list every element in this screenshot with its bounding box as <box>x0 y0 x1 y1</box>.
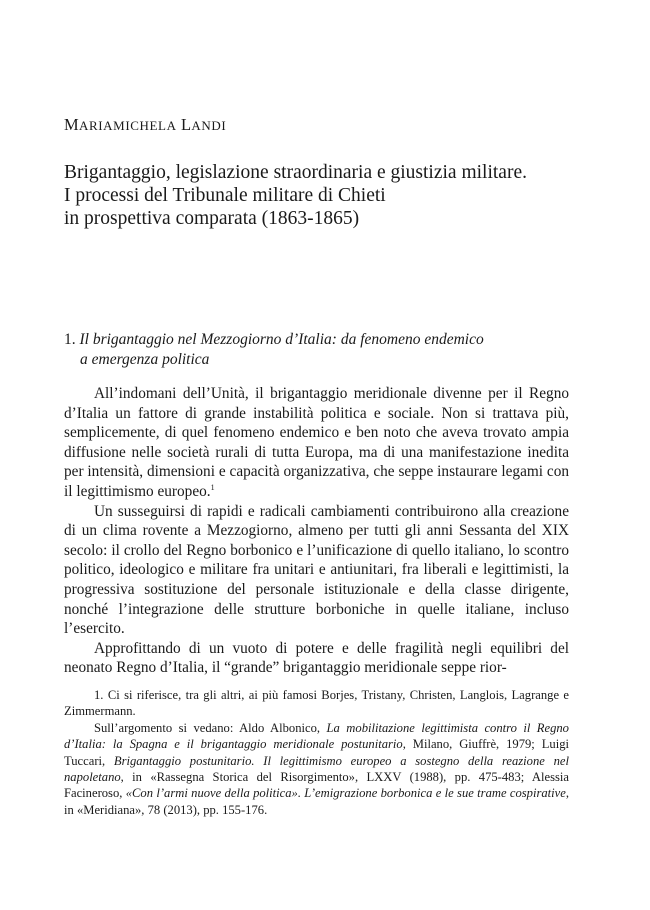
author-first-initial: M <box>64 115 79 134</box>
author-last-rest: ANDI <box>191 118 227 133</box>
footnote-text: , in «Meridiana», 78 (2013), pp. 155-176. <box>64 786 569 817</box>
chapter-title <box>64 161 624 230</box>
footnote-text: Sull’argomento si vedano: Aldo Albonico, <box>94 720 327 735</box>
section-number: 1. <box>64 331 80 348</box>
section-title-line2: a emergenza politica <box>80 350 210 368</box>
cited-title: Brigantaggio postunitario. Il legittimismo europeo a sostegno della reazione nel napoletano <box>64 753 569 785</box>
body-text <box>64 384 569 678</box>
cited-title: La mobilitazione legittimista contro il Regno d’Italia: la Spagna e il brigantaggio meridionale postunitario <box>64 720 569 752</box>
section-heading <box>64 330 584 369</box>
section-title-line1: Il brigantaggio nel Mezzogiorno d’Italia: da fenomeno endemico <box>79 331 484 348</box>
footnote-text: , Milano, Giuffrè, 1979; Luigi Tuccari, <box>64 737 569 768</box>
footnote: 1. Ci si riferisce, tra gli altri, ai più famosi Borjes, Tristany, Christen, Langlois, Lagrange e Zimmermann. <box>64 688 569 719</box>
footnote-text: , in «Rassegna Storica del Risorgimento», LXXV (1988), pp. 475-483; Alessia Facineroso, <box>64 770 569 801</box>
title-line: in prospettiva comparata (1863-1865) <box>64 208 360 229</box>
cited-title: «Con l’armi nuove della politica». L’emigrazione borbonica e le sue trame cospirative <box>125 786 566 801</box>
author-last-initial: L <box>181 115 192 134</box>
title-line: I processi del Tribunale militare di Chieti <box>64 185 386 206</box>
paragraph-text: All’indomani dell’Unità, il brigantaggio meridionale divenne per il Regno d’Italia un fattore di grande instabilità politica e sociale. Non si trattava più, semplicemente, di quel fenomeno endemico e ben noto che aveva trovato ampia diffusione nelle società rurali di tutta Europa, ma di una manifestazione inedita per intensità, dimensioni e capacità organizzativa, che seppe instaurare legami con il legittimismo europeo. <box>64 385 569 500</box>
footnotes <box>64 687 569 818</box>
paragraph: Un susseguirsi di rapidi e radicali cambiamenti contribuirono alla creazione di un clima rovente a Mezzogiorno, almeno per tutti gli anni Sessanta del XIX secolo: il crollo del Regno borbonico e l’unificazione di quello italiano, lo scontro politico, ideologico e militare fra unitari e antiunitari, fra liberali e legittimisti, la progressiva sostituzione del personale istituzionale e della classe dirigente, nonché l’integrazione delle strutture borboniche in quelle italiane, incluso l’esercito. <box>64 502 569 638</box>
title-line: Brigantaggio, legislazione straordinaria e giustizia militare. <box>64 162 527 183</box>
author-first-rest: ARIAMICHELA <box>78 118 177 133</box>
footnote-ref[interactable]: 1 <box>210 482 215 492</box>
paragraph <box>64 384 569 502</box>
footnote <box>64 720 569 818</box>
author-name <box>64 115 226 135</box>
paragraph: Approfittando di un vuoto di potere e delle fragilità negli equilibri del neonato Regno d’Italia, il “grande” brigantaggio meridionale seppe rior- <box>64 639 569 677</box>
